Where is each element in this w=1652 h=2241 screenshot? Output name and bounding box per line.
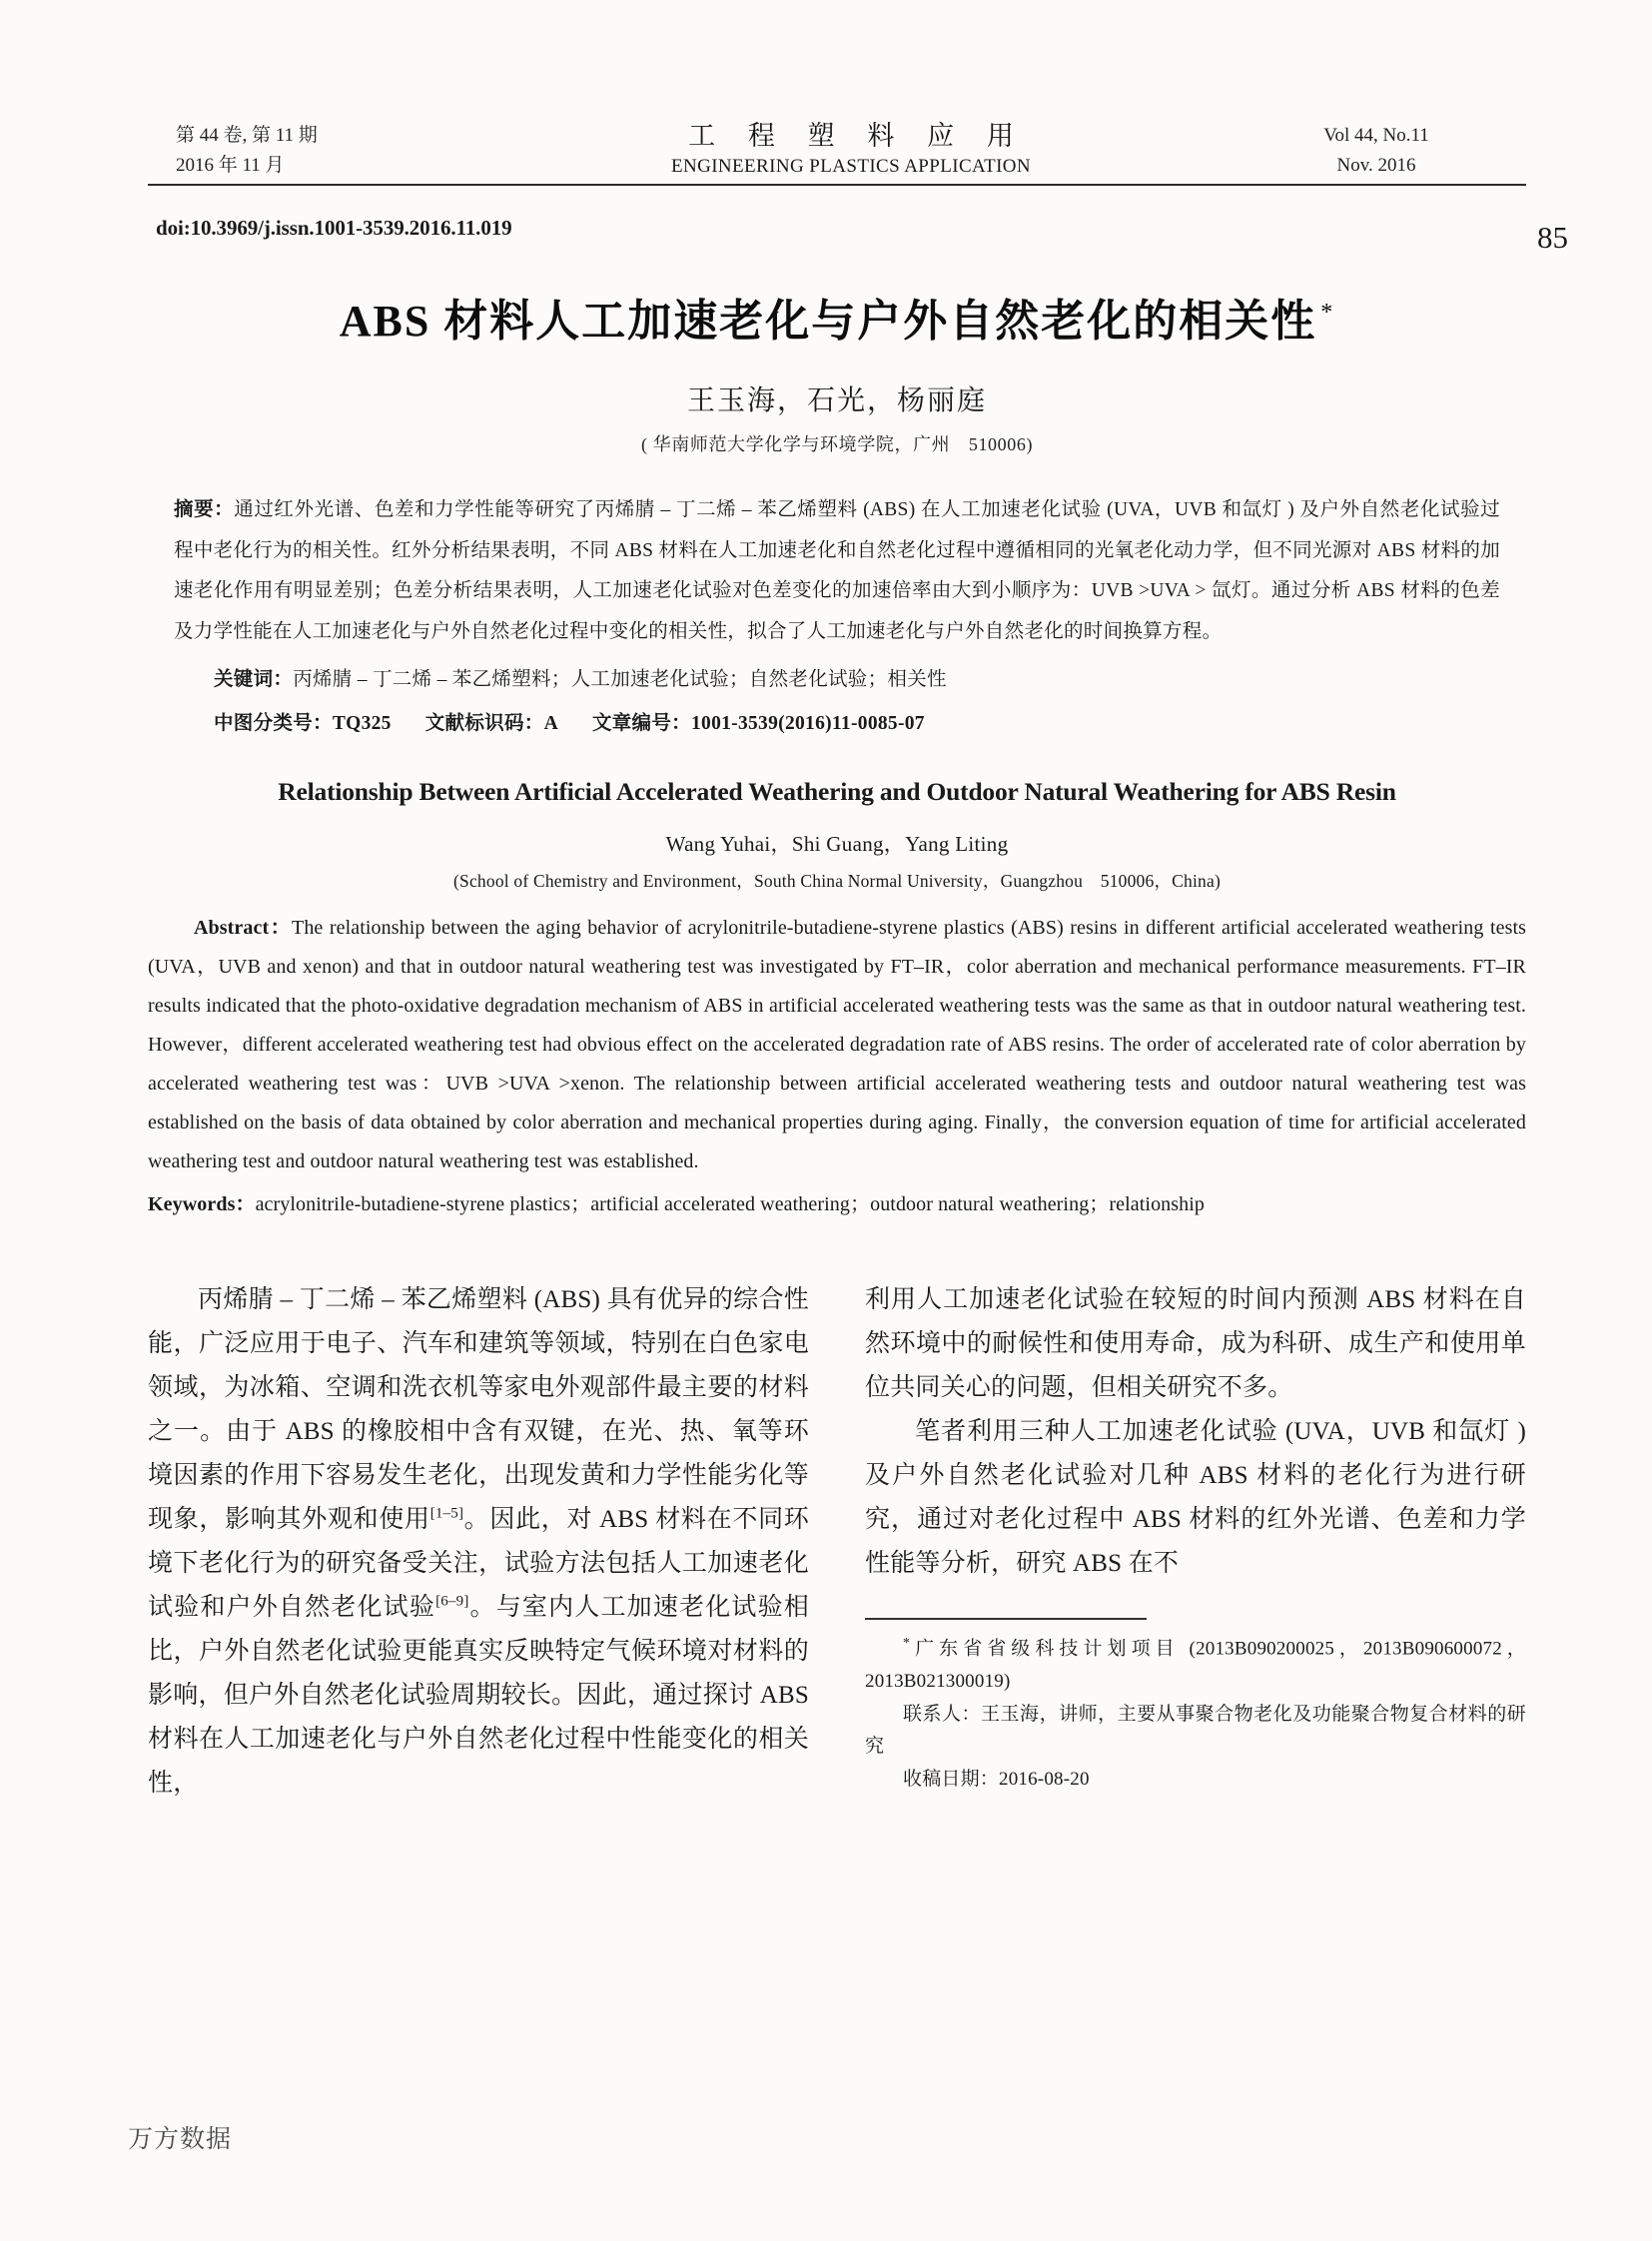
page-content — [148, 108, 1568, 1806]
date-en: Nov. 2016 — [1336, 154, 1416, 176]
article-id-value: 1001-3539(2016)11-0085-07 — [690, 712, 925, 734]
body-text-before: 丙烯腈 – 丁二烯 – 苯乙烯塑料 (ABS) 具有优异的综合性能，广泛应用于电子、汽车和建筑等领域，特别在白色家电领域，为冰箱、空调和洗衣机等家电外观部件最主要的材料之一。由于 ABS 的橡胶相中含有双键，在光、热、氧等环境因素的作用下容易发生老化，出现发黄和力学性能劣化等现象，影响其外观和使用 — [148, 1285, 809, 1533]
page-number: 85 — [1537, 220, 1568, 255]
running-head — [148, 108, 1526, 184]
abstract-en-text: The relationship between the aging behavior of acrylonitrile-butadiene-styrene plastics (ABS) resins in different artificial accelerated weathering tests (UVA，UVB and xenon) and that in outdoor natural weathering test was investigated by FT–IR，color aberration and mechanical performance measurements. FT–IR results indicated that the photo-oxidative degradation mechanism of ABS in artificial accelerated weathering tests was the same as that in outdoor natural weathering test. However，different accelerated weathering test had obvious effect on the accelerated degradation rate of ABS resins. The order of accelerated rate of color aberration by accelerated weathering test was：UVB >UVA >xenon. The relationship between artificial accelerated weathering tests and outdoor natural weathering test was established on the basis of data obtained by color aberration and mechanical properties during aging. Finally，the conversion equation of time for artificial accelerated weathering test and outdoor natural weathering test was established. — [148, 916, 1526, 1172]
funding-marker: * — [903, 1635, 911, 1651]
keywords-en — [148, 1185, 1526, 1224]
doc-code-value: A — [543, 712, 558, 734]
body-text-after: 。与室内人工加速老化试验相比，户外自然老化试验更能真实反映特定气候环境对材料的影响，但户外自然老化试验周期较长。因此，通过探讨 ABS 材料在人工加速老化与户外自然老化过程中性能变化的相关性， — [148, 1593, 809, 1797]
running-head-right — [1227, 121, 1526, 180]
citation-ref-2: [6–9] — [435, 1593, 469, 1610]
right-column — [865, 1278, 1526, 1806]
body-paragraph — [148, 1278, 809, 1806]
received-date: 收稿日期：2016-08-20 — [903, 1768, 1090, 1790]
journal-title-en: ENGINEERING PLASTICS APPLICATION — [670, 156, 1032, 177]
affiliation-en: (School of Chemistry and Environment，South China Normal University，Guangzhou 510006，China) — [453, 870, 1221, 891]
volume-issue-en: Vol 44, No.11 — [1323, 125, 1429, 147]
keywords-cn-text: 丙烯腈 – 丁二烯 – 苯乙烯塑料；人工加速老化试验；自然老化试验；相关性 — [293, 669, 947, 691]
doi-line: doi:10.3969/j.issn.1001-3539.2016.11.019 — [156, 216, 512, 240]
abstract-cn — [148, 490, 1526, 652]
keywords-en-label: Keywords： — [148, 1192, 256, 1215]
title-footnote-marker: * — [1320, 300, 1335, 327]
article-id-label: 文章编号： — [591, 712, 691, 734]
abstract-cn-text: 通过红外光谱、色差和力学性能等研究了丙烯腈 – 丁二烯 – 苯乙烯塑料 (ABS) 在人工加速老化试验 (UVA，UVB 和氙灯 ) 及户外自然老化试验过程中老化行为的相关性。红外分析结果表明，不同 ABS 材料在人工加速老化和自然老化过程中遵循相同的光氧老化动力学，但不同光源对 ABS 材料的加速老化作用有明显差别；色差分析结果表明，人工加速老化试验对色差变化的加速倍率由大到小顺序为：UVB >UVA > 氙灯。通过分析 ABS 材料的色差及力学性能在人工加速老化与户外自然老化过程中变化的相关性，拟合了人工加速老化与户外自然老化的时间换算方程。 — [174, 499, 1500, 642]
keywords-cn — [148, 660, 1526, 701]
wanfang-watermark: 万方数据 — [128, 2126, 233, 2153]
keywords-en-text: acrylonitrile-butadiene-styrene plastics；artificial accelerated weathering；outdoor natural weathering；relationship — [255, 1192, 1206, 1215]
date-cn: 2016 年 11 月 — [176, 154, 285, 176]
journal-title-cn: 工 程 塑 料 应 用 — [688, 121, 1027, 151]
citation-ref-1: [1–5] — [429, 1505, 464, 1522]
footnote-rule — [865, 1618, 1147, 1620]
abstract-en-label: Abstract： — [194, 916, 293, 939]
footnote-block — [865, 1614, 1526, 1797]
clc-value: TQ325 — [332, 712, 392, 734]
running-head-center — [475, 114, 1227, 180]
authors-en: Wang Yuhai，Shi Guang，Yang Liting — [665, 831, 1009, 856]
body-paragraph: 利用人工加速老化试验在较短的时间内预测 ABS 材料在自然环境中的耐候性和使用寿命，成为科研、成生产和使用单位共同关心的问题，但相关研究不多。 — [865, 1285, 1526, 1401]
authors-cn: 王玉海，石光，杨丽庭 — [686, 385, 987, 416]
title-en: Relationship Between Artificial Accelerated Weathering and Outdoor Natural Weathering for ABS Resin — [278, 776, 1396, 806]
volume-issue-cn: 第 44 卷, 第 11 期 — [176, 125, 318, 147]
abstract-cn-label: 摘要： — [174, 499, 235, 520]
body-text-middle: 。因此，对 ABS 材料在不同环境下老化行为的研究备受关注，试验方法包括人工加速老化试验和户外自然老化试验 — [148, 1505, 809, 1621]
doc-code-label: 文献标识码： — [424, 712, 544, 734]
clc-label: 中图分类号： — [214, 712, 333, 734]
left-column — [148, 1278, 809, 1806]
affiliation-cn: ( 华南师范大学化学与环境学院，广州 510006) — [640, 434, 1034, 454]
running-head-left — [148, 121, 475, 180]
keywords-cn-label: 关键词： — [214, 669, 294, 691]
header-rule — [148, 184, 1526, 186]
funding-text: 广东省省级科技计划项目 (2013B090200025，2013B090600072，2013B021300019) — [865, 1638, 1526, 1692]
body-paragraph: 笔者利用三种人工加速老化试验 (UVA，UVB 和氙灯 ) 及户外自然老化试验对几种 ABS 材料的老化行为进行研究，通过对老化过程中 ABS 材料的红外光谱、色差和力学性能等分析，研究 ABS 在不 — [865, 1417, 1526, 1577]
page-title — [148, 285, 1526, 349]
contact-note: 联系人：王玉海，讲师，主要从事聚合物老化及功能聚合物复合材料的研究 — [865, 1703, 1526, 1758]
abstract-en — [148, 909, 1526, 1181]
title-cn-text: ABS 材料人工加速老化与户外自然老化的相关性 — [339, 297, 1317, 346]
funding-note — [865, 1632, 1526, 1699]
body-columns — [148, 1278, 1526, 1806]
classification-line — [148, 707, 1526, 735]
